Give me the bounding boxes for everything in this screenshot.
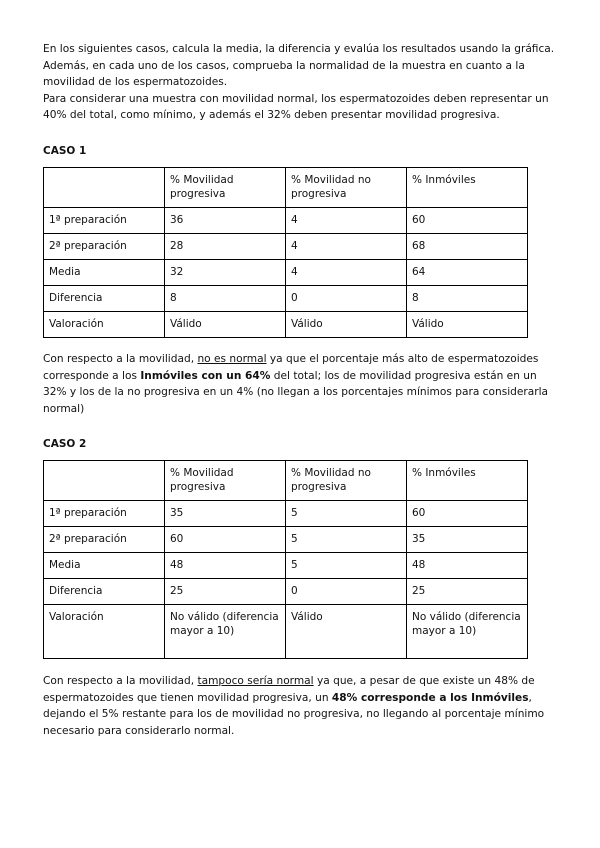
table-cell: 35 <box>165 501 286 527</box>
comment-text: , dejando el 5% restante para los de movilidad no progresiva, no llegando al porcentaje mínimo necesario para considerarlo normal. <box>43 691 545 737</box>
table-cell: 1ª preparación <box>44 208 165 234</box>
table-cell: 25 <box>407 579 528 605</box>
comment-text: del total; los de movilidad progresiva están en un 32% y los de la no progresiva en un 4% (no llegan a los porcentajes mínimos para considerarla normal) <box>43 369 549 415</box>
comment-text: ya que el porcentaje más alto de espermatozoides corresponde a los <box>43 353 539 382</box>
table-cell: 60 <box>407 208 528 234</box>
table-row <box>44 234 528 260</box>
table-cell: 0 <box>286 579 407 605</box>
table-row <box>44 312 528 338</box>
table-cell: Diferencia <box>44 579 165 605</box>
table-row <box>44 260 528 286</box>
table-cell: Válido <box>165 312 286 338</box>
comment-text: Con respecto a la movilidad, <box>43 353 198 365</box>
table-cell: 4 <box>286 234 407 260</box>
table-cell: Válido <box>286 605 407 659</box>
table-cell: 4 <box>286 208 407 234</box>
table-cell: % Inmóviles <box>407 168 528 208</box>
table-cell: 2ª preparación <box>44 527 165 553</box>
table-cell: Válido <box>286 312 407 338</box>
table-row <box>44 286 528 312</box>
table-cell: Valoración <box>44 605 165 659</box>
table-cell: % Movilidad no progresiva <box>286 168 407 208</box>
comment-underlined: tampoco sería normal <box>197 675 314 687</box>
table-cell: 48 <box>165 553 286 579</box>
table-cell: 1ª preparación <box>44 501 165 527</box>
table-cell: Diferencia <box>44 286 165 312</box>
table-cell: % Inmóviles <box>407 461 528 501</box>
table-cell: Valoración <box>44 312 165 338</box>
table-row <box>44 605 528 659</box>
table-cell: 60 <box>165 527 286 553</box>
table-cell: 32 <box>165 260 286 286</box>
table-cell: 48 <box>407 553 528 579</box>
intro-text <box>43 41 563 124</box>
table-cell: 64 <box>407 260 528 286</box>
comment-underlined: no es normal <box>197 353 267 365</box>
caso2-comment <box>43 673 563 739</box>
comment-text: Con respecto a la movilidad, <box>43 675 198 687</box>
table-row <box>44 501 528 527</box>
comment-bold: Inmóviles con un 64% <box>140 369 271 382</box>
table-cell: 5 <box>286 501 407 527</box>
caso1-title: CASO 1 <box>43 145 87 157</box>
table-cell: Media <box>44 553 165 579</box>
table-cell <box>44 168 165 208</box>
table-row <box>44 553 528 579</box>
comment-text: ya que, a pesar de que existe un 48% de espermatozoides que tienen movilidad progresiva, un <box>43 675 535 704</box>
table-cell: 60 <box>407 501 528 527</box>
table-cell: No válido (diferencia mayor a 10) <box>165 605 286 659</box>
table-row <box>44 579 528 605</box>
table-header-row <box>44 461 528 501</box>
table-cell: 5 <box>286 527 407 553</box>
caso1-table <box>43 167 528 338</box>
table-cell: 28 <box>165 234 286 260</box>
table-cell: % Movilidad progresiva <box>165 168 286 208</box>
intro-paragraph-1: En los siguientes casos, calcula la media, la diferencia y evalúa los resultados usando la gráfica. Además, en cada uno de los casos, comprueba la normalidad de la muestra en cuanto a la movilidad de los espermatozoides. <box>43 43 555 88</box>
table-cell: 8 <box>165 286 286 312</box>
caso2-table <box>43 460 528 659</box>
table-cell: 68 <box>407 234 528 260</box>
intro-paragraph-2: Para considerar una muestra con movilidad normal, los espermatozoides deben representar un 40% del total, como mínimo, y además el 32% deben presentar movilidad progresiva. <box>43 92 549 121</box>
table-row <box>44 208 528 234</box>
table-cell: 35 <box>407 527 528 553</box>
table-cell: Válido <box>407 312 528 338</box>
caso2-title: CASO 2 <box>43 438 87 450</box>
table-cell: 8 <box>407 286 528 312</box>
table-header-row <box>44 168 528 208</box>
table-row <box>44 527 528 553</box>
comment-bold: 48% corresponde a los Inmóviles <box>331 691 529 704</box>
table-cell: Media <box>44 260 165 286</box>
table-cell: % Movilidad no progresiva <box>286 461 407 501</box>
table-cell: 0 <box>286 286 407 312</box>
table-cell: 25 <box>165 579 286 605</box>
table-cell: 5 <box>286 553 407 579</box>
table-cell <box>44 461 165 501</box>
table-cell: 2ª preparación <box>44 234 165 260</box>
caso1-comment <box>43 351 563 417</box>
table-cell: 4 <box>286 260 407 286</box>
table-cell: 36 <box>165 208 286 234</box>
table-cell: No válido (diferencia mayor a 10) <box>407 605 528 659</box>
table-cell: % Movilidad progresiva <box>165 461 286 501</box>
